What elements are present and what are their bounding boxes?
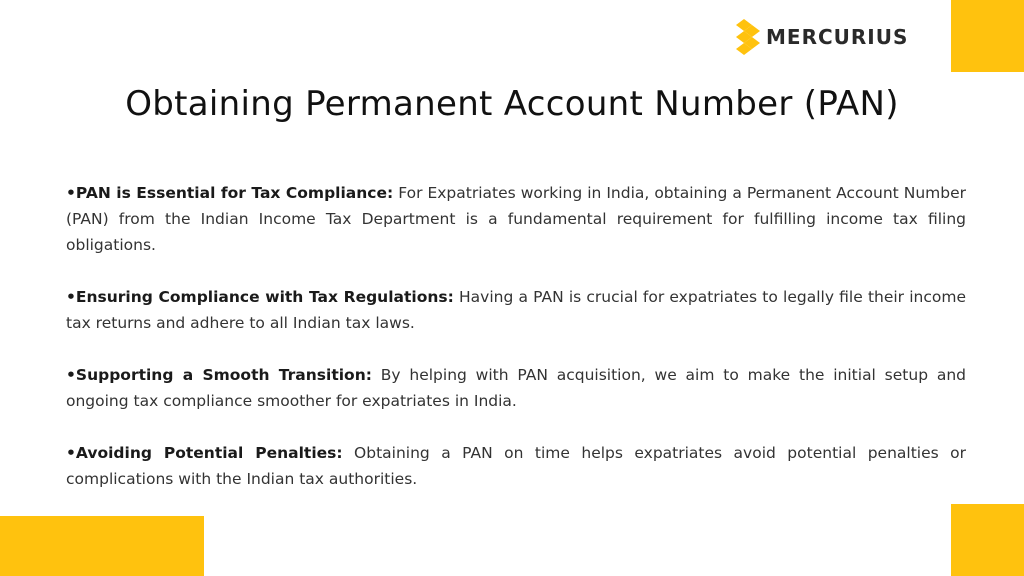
brand-logo (736, 18, 908, 56)
slide-title: Obtaining Permanent Account Number (PAN) (125, 84, 899, 124)
bullet-list (66, 180, 966, 518)
brand-name: MERCURIUS (766, 25, 909, 49)
bullet-text: Having a PAN is crucial for expatriates to legally file their income tax returns and adhere to all Indian tax laws. (66, 288, 966, 332)
bullet-lead: •Supporting a Smooth Transition: (66, 366, 372, 384)
bullet-point-smooth-transition (66, 362, 966, 414)
bullet-point-compliance (66, 284, 966, 336)
bullet-text: Obtaining a PAN on time helps expatriates avoid potential penalties or complications with the Indian tax authorities. (66, 444, 967, 488)
accent-block-top-right (951, 0, 1024, 72)
bullet-lead: •PAN is Essential for Tax Compliance: (66, 184, 394, 202)
accent-block-bottom-left (0, 516, 204, 576)
mercurius-logo-mark-icon (736, 19, 760, 55)
bullet-lead: •Ensuring Compliance with Tax Regulations: (66, 288, 454, 306)
bullet-text: By helping with PAN acquisition, we aim to make the initial setup and ongoing tax compliance smoother for expatriates in India. (66, 366, 966, 410)
bullet-text: For Expatriates working in India, obtaining a Permanent Account Number (PAN) from the Indian Income Tax Department is a fundamental requirement for fulfilling income tax filing obligations. (66, 184, 966, 254)
bullet-point-penalties (66, 440, 966, 492)
bullet-point-pan-essential (66, 180, 966, 258)
bullet-lead: •Avoiding Potential Penalties: (66, 444, 343, 462)
